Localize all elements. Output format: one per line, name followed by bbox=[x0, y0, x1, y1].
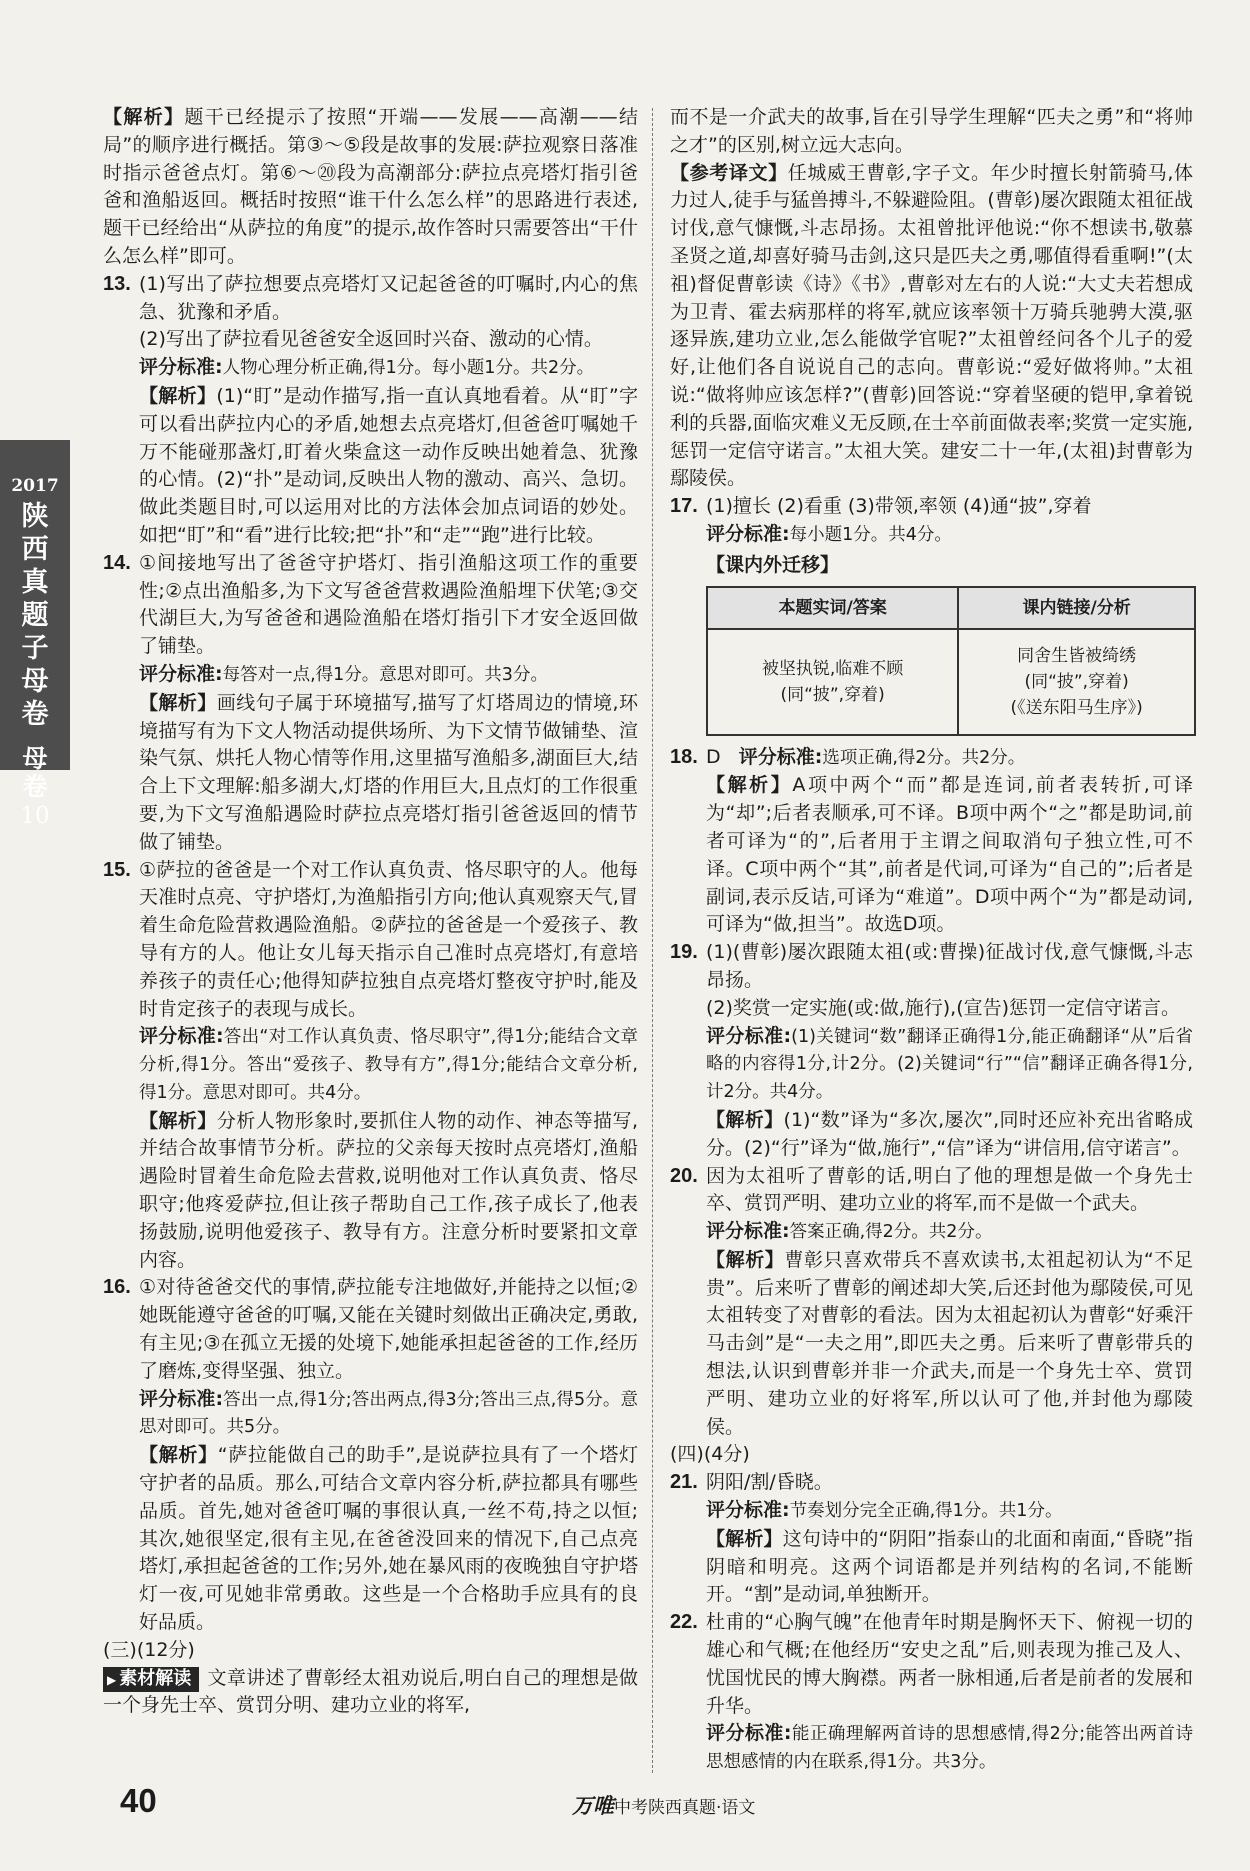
sidebar-number: 10 bbox=[20, 803, 50, 829]
question-number: 16. bbox=[103, 1276, 131, 1299]
sidebar-year: 2017 bbox=[11, 476, 59, 496]
question-16 bbox=[103, 1274, 638, 1636]
question-number: 19. bbox=[670, 941, 698, 964]
question-number: 13. bbox=[103, 272, 131, 295]
question-number: 14. bbox=[103, 551, 131, 574]
question-number: 15. bbox=[103, 858, 131, 881]
analysis bbox=[706, 1526, 1193, 1609]
column-divider bbox=[652, 108, 653, 1773]
translation-tag: 【参考译文】 bbox=[670, 161, 788, 184]
scoring-tag: 评分标准: bbox=[139, 356, 223, 379]
scoring-text: 选项正确,得2分。共2分。 bbox=[822, 747, 1026, 768]
analysis-text: 画线句子属于环境描写,描写了灯塔周边的情境,环境描写有为下文人物活动提供场所、为下文情节做铺垫、渲染气氛、烘托人物心情等作用,这里描写渔船多,湖面巨大,结合上下文理解:船多湖大,灯塔的作用巨大,且点灯的工作很重要,为下文写渔船遇险时萨拉点亮塔灯指引爸爸返回的情节做了铺垫。 bbox=[139, 691, 638, 853]
analysis-text: 这句诗中的“阴阳”指泰山的北面和南面,“昏晓”指阴暗和明亮。这两个词语都是并列结构的名词,不能断开。“割”是动词,单独断开。 bbox=[706, 1527, 1193, 1606]
question-number: 17. bbox=[670, 495, 698, 518]
scoring-text: 人物心理分析正确,得1分。每小题1分。共2分。 bbox=[222, 358, 595, 379]
table-cell-line: (同“披”,穿着) bbox=[780, 684, 885, 705]
answer-line: ①对待爸爸交代的事情,萨拉能专注地做好,并能持之以恒;②她既能遵守爸爸的叮嘱,又能在关键时刻做出正确决定,勇敢,有主见;③在孤立无援的处境下,她能承担起爸爸的工作,经历了磨炼,变得坚强、独立。 bbox=[139, 1276, 638, 1382]
answer-line: 阴阳/割/昏晓。 bbox=[706, 1471, 833, 1494]
scoring-text: 答案正确,得2分。共2分。 bbox=[789, 1222, 993, 1243]
table-header-cell: 本题实词/答案 bbox=[707, 587, 958, 629]
table-cell bbox=[958, 629, 1195, 735]
answer-line: (2)奖赏一定实施(或:做,施行),(宣告)惩罚一定信守诺言。 bbox=[706, 996, 1181, 1019]
scoring-standard bbox=[139, 1023, 638, 1107]
material-banner: ▶ 素材解读 bbox=[103, 1667, 199, 1692]
table-cell-line: (同“披”,穿着) bbox=[1024, 671, 1129, 692]
section-heading-4: (四)(4分) bbox=[670, 1443, 750, 1466]
scoring-text: 答出“对工作认真负责、恪尽职守”,得1分;能结合文章分析,得1分。答出“爱孩子、教导有方”,得1分;能结合文章分析,得1分。意思对即可。共4分。 bbox=[139, 1027, 638, 1103]
table-cell-line: 被坚执锐,临难不顾 bbox=[761, 658, 904, 679]
scoring-standard bbox=[139, 1386, 638, 1443]
analysis-text: 分析人物形象时,要抓住人物的动作、神态等描写,并结合故事情节分析。萨拉的父亲每天按时点亮塔灯,渔船遇险时冒着生命危险去营救,说明他对工作认真负责、恪尽职守;他疼爱萨拉,但让孩子帮助自己工作,孩子成长了,他表扬鼓励,说明他爱孩子、教导有方。注意分析时要紧扣文章内容。 bbox=[139, 1109, 638, 1271]
material-continued: 而不是一介武夫的故事,旨在引导学生理解“匹夫之勇”和“将帅之才”的区别,树立远大志向。 bbox=[670, 106, 1193, 156]
analysis-text: 题干已经提示了按照“开端——发展——高潮——结局”的顺序进行概括。第③～⑤段是故事的发展:萨拉观察日落准时指示爸爸点灯。第⑥～⑳段为高潮部分:萨拉点亮塔灯指引爸爸和渔船返回。概括时按照“谁干什么怎么样”的思路进行表述,题干已经给出“从萨拉的角度”的提示,故作答时只需要答出“干什么怎么样”即可。 bbox=[103, 106, 638, 267]
answer-letter: D bbox=[706, 745, 721, 768]
translation-text: 任城威王曹彰,字子文。年少时擅长射箭骑马,体力过人,徒手与猛兽搏斗,不躲避险阻。(曹彰)屡次跟随太祖征战讨伐,意气慷慨,斗志昂扬。太祖曾批评他说:“你不想读书,敬慕圣贤之道,却喜好骑马击剑,这只是匹夫之勇,哪值得看重啊!”(太祖)督促曹彰读《诗》《书》,曹彰对左右的人说:“大丈夫若想成为卫青、霍去病那样的将军,就应该率领十万骑兵驰骋大漠,驱逐异族,建功立业,怎么能做学官呢?”太祖曾经问各个儿子的爱好,让他们各自说说自己的志向。曹彰说:“爱好做将帅。”太祖说:“做将帅应该怎样?”(曹彰)回答说:“穿着坚硬的铠甲,拿着锐利的兵器,面临灾难义无反顾,在士卒前面做表率;奖赏一定实施,惩罚一定信守诺言。”太祖大笑。建安二十一年,(太祖)封曹彰为鄢陵侯。 bbox=[670, 161, 1193, 490]
material-text: 文章讲述了曹彰经太祖劝说后,明白自己的理想是做一个身先士卒、赏罚分明、建功立业的将军, bbox=[103, 1666, 638, 1717]
analysis-tag: 【解析】 bbox=[706, 774, 793, 797]
scoring-tag: 评分标准: bbox=[738, 745, 823, 768]
answer-line: (1)写出了萨拉想要点亮塔灯又记起爸爸的叮嘱时,内心的焦急、犹豫和矛盾。 bbox=[139, 272, 638, 323]
question-19 bbox=[670, 939, 1193, 1162]
left-column bbox=[103, 104, 638, 1720]
question-number: 21. bbox=[670, 1471, 698, 1494]
answer-line: 杜甫的“心胸气魄”在他青年时期是胸怀天下、俯视一切的雄心和气概;在他经历“安史之乱”后,则表现为推己及人、忧国忧民的博大胸襟。两者一脉相通,后者是前者的发展和升华。 bbox=[706, 1611, 1193, 1717]
analysis bbox=[139, 1442, 638, 1637]
transfer-table-title: 【课内外迁移】 bbox=[706, 553, 840, 576]
page-footer bbox=[0, 1782, 1250, 1832]
scoring-tag: 评分标准: bbox=[706, 1722, 792, 1745]
scoring-tag: 评分标准: bbox=[139, 1025, 224, 1048]
answer-line: (1)擅长 (2)看重 (3)带领,率领 (4)通“披”,穿着 bbox=[706, 495, 1092, 518]
question-13 bbox=[103, 271, 638, 550]
sidebar-tab bbox=[0, 440, 70, 829]
analysis bbox=[139, 1108, 638, 1275]
scoring-standard bbox=[139, 354, 638, 383]
analysis-text: A项中两个“而”都是连词,前者表转折,可译为“却”;后者表顺承,可不译。B项中两个“之”都是助词,前者可译为“的”,后者用于主谓之间取消句子独立性,可不译。C项中两个“其”,前者是代词,可译为“自己的”;后者是副词,表示反诘,可译为“难道”。D项中两个“为”都是动词,可译为“做,担当”。故选D项。 bbox=[706, 774, 1193, 936]
question-21 bbox=[670, 1469, 1193, 1609]
table-header-row bbox=[707, 587, 1195, 629]
scoring-standard bbox=[706, 1023, 1193, 1107]
scoring-tag: 评分标准: bbox=[706, 1024, 792, 1047]
analysis bbox=[706, 1247, 1193, 1442]
scoring-standard bbox=[706, 1218, 1193, 1247]
question-22 bbox=[670, 1609, 1193, 1777]
question-number: 22. bbox=[670, 1611, 698, 1634]
analysis-text: (1)“数”译为“多次,屡次”,同时还应补充出省略成分。(2)“行”译为“做,施行”,“信”译为“讲信用,信守诺言”。 bbox=[706, 1108, 1193, 1159]
page-number: 40 bbox=[120, 1782, 157, 1819]
question-20 bbox=[670, 1163, 1193, 1442]
analysis-tag: 【解析】 bbox=[706, 1527, 783, 1550]
material-reading bbox=[103, 1665, 638, 1721]
question-14 bbox=[103, 550, 638, 857]
answer-line: ①间接地写出了爸爸守护塔灯、指引渔船这项工作的重要性;②点出渔船多,为下文写爸爸营救遇险渔船埋下伏笔;③交代湖巨大,为写爸爸和遇险渔船在塔灯指引下才安全返回做了铺垫。 bbox=[139, 551, 638, 658]
question-15 bbox=[103, 857, 638, 1275]
series-title: 中考陕西真题·语文 bbox=[614, 1798, 756, 1818]
brand-logo: 万唯 bbox=[572, 1794, 614, 1818]
scoring-tag: 评分标准: bbox=[706, 522, 790, 545]
analysis bbox=[139, 383, 638, 550]
right-column bbox=[670, 104, 1193, 1777]
scoring-text: 答出一点,得1分;答出两点,得3分;答出三点,得5分。意思对即可。共5分。 bbox=[139, 1389, 638, 1438]
answer-line: (2)写出了萨拉看见爸爸安全返回时兴奋、激动的心情。 bbox=[139, 328, 603, 351]
scoring-text: (1)关键词“数”翻译正确得1分,能正确翻译“从”后省略的内容得1分,计2分。(2)关键词“行”“信”翻译正确各得1分,计2分。共4分。 bbox=[706, 1026, 1193, 1103]
question-18 bbox=[670, 744, 1193, 940]
analysis-tag: 【解析】 bbox=[706, 1108, 784, 1131]
answer-line: (1)(曹彰)屡次跟随太祖(或:曹操)征战讨伐,意气慷慨,斗志昂扬。 bbox=[706, 941, 1193, 991]
analysis bbox=[706, 772, 1193, 939]
sidebar-title: 陕西真题子母卷 bbox=[21, 501, 49, 730]
scoring-standard bbox=[139, 661, 638, 690]
analysis-tag: 【解析】 bbox=[139, 1444, 218, 1467]
section-heading-3: (三)(12分) bbox=[103, 1638, 195, 1661]
scoring-text: 节奏划分完全正确,得1分。共1分。 bbox=[789, 1501, 1063, 1522]
scoring-text: 每小题1分。共4分。 bbox=[789, 524, 952, 545]
analysis-tag: 【解析】 bbox=[139, 691, 217, 714]
analysis-tag: 【解析】 bbox=[139, 384, 217, 407]
analysis-text: “萨拉能做自己的助手”,是说萨拉具有了一个塔灯守护者的品质。那么,可结合文章内容分析,萨拉都具有哪些品质。首先,她对爸爸叮嘱的事很认真,一丝不苟,持之以恒;其次,她很坚定,很有主见,在爸爸没回来的情况下,自己点亮塔灯,承担起爸爸的工作;另外,她在暴风雨的夜晚独自守护塔灯一夜,可见她非常勇敢。这些是一个合格助手应具有的良好品质。 bbox=[139, 1444, 638, 1634]
scoring-tag: 评分标准: bbox=[139, 1387, 224, 1410]
analysis bbox=[139, 690, 638, 857]
scoring-tag: 评分标准: bbox=[706, 1220, 790, 1243]
question-number: 18. bbox=[670, 745, 698, 768]
scoring-tag: 评分标准: bbox=[139, 662, 223, 685]
table-cell-line: 同舍生皆被绮绣 bbox=[1017, 645, 1137, 666]
table-row bbox=[707, 629, 1195, 735]
table-header-cell: 课内链接/分析 bbox=[958, 587, 1195, 629]
analysis-text: (1)“盯”是动作描写,指一直认真地看着。从“盯”字可以看出萨拉内心的矛盾,她想去点亮塔灯,但爸爸叮嘱她千万不能碰那盏灯,盯着火柴盒这一动作反映出她着急、犹豫的心情。(2)“扑”是动词,反映出人物的激动、高兴、急切。做此类题目时,可以运用对比的方法体会加点词语的妙处。如把“盯”和“看”进行比较;把“扑”和“走”“跑”进行比较。 bbox=[139, 384, 638, 546]
table-cell bbox=[707, 629, 958, 735]
question-number: 20. bbox=[670, 1164, 698, 1187]
scoring-standard bbox=[706, 1497, 1193, 1526]
answer-line: ①萨拉的爸爸是一个对工作认真负责、恪尽职守的人。他每天准时点亮、守护塔灯,为渔船指引方向;他认真观察天气,冒着生命危险营救遇险渔船。②萨拉的爸爸是一个爱孩子、教导有方的人。他让女儿每天指示自己准时点亮塔灯,有意培养孩子的责任心;他得知萨拉独自点亮塔灯整夜守护时,能及时肯定孩子的表现与成长。 bbox=[139, 858, 638, 1020]
scoring-standard bbox=[706, 1720, 1193, 1777]
reference-translation bbox=[670, 160, 1193, 494]
intro-analysis bbox=[103, 104, 638, 271]
transfer-table bbox=[706, 586, 1196, 736]
table-cell-line: (《送东阳马生序》) bbox=[1010, 697, 1143, 718]
scoring-text: 能正确理解两首诗的思想感情,得2分;能答出两首诗思想感情的内在联系,得1分。共3分。 bbox=[706, 1724, 1193, 1773]
question-17 bbox=[670, 493, 1193, 550]
analysis-text: 曹彰只喜欢带兵不喜欢读书,太祖起初认为“不足贵”。后来听了曹彰的阐述却大笑,后还封他为鄢陵侯,可见太祖转变了对曹彰的看法。因为太祖起初认为曹彰“好乘汗马击剑”是“一夫之用”,即匹夫之勇。后来听了曹彰带兵的想法,认识到曹彰并非一介武夫,而是一个身先士卒、赏罚严明、建功立业的好将军,所以认可了他,并封他为鄢陵侯。 bbox=[706, 1248, 1193, 1438]
footer-brand bbox=[572, 1790, 755, 1820]
analysis-tag: 【解析】 bbox=[139, 1109, 217, 1132]
analysis-tag: 【解析】 bbox=[103, 106, 185, 128]
scoring-text: 每答对一点,得1分。意思对即可。共3分。 bbox=[222, 664, 548, 685]
analysis bbox=[706, 1107, 1193, 1163]
answer-line: 因为太祖听了曹彰的话,明白了他的理想是做一个身先士卒、赏罚严明、建功立业的将军,而不是做一个武夫。 bbox=[706, 1164, 1193, 1215]
scoring-standard bbox=[706, 521, 1193, 550]
sidebar-subtitle: 母卷 bbox=[22, 744, 48, 801]
analysis-tag: 【解析】 bbox=[706, 1248, 785, 1271]
answer-line bbox=[706, 744, 1193, 773]
scoring-tag: 评分标准: bbox=[706, 1499, 790, 1522]
